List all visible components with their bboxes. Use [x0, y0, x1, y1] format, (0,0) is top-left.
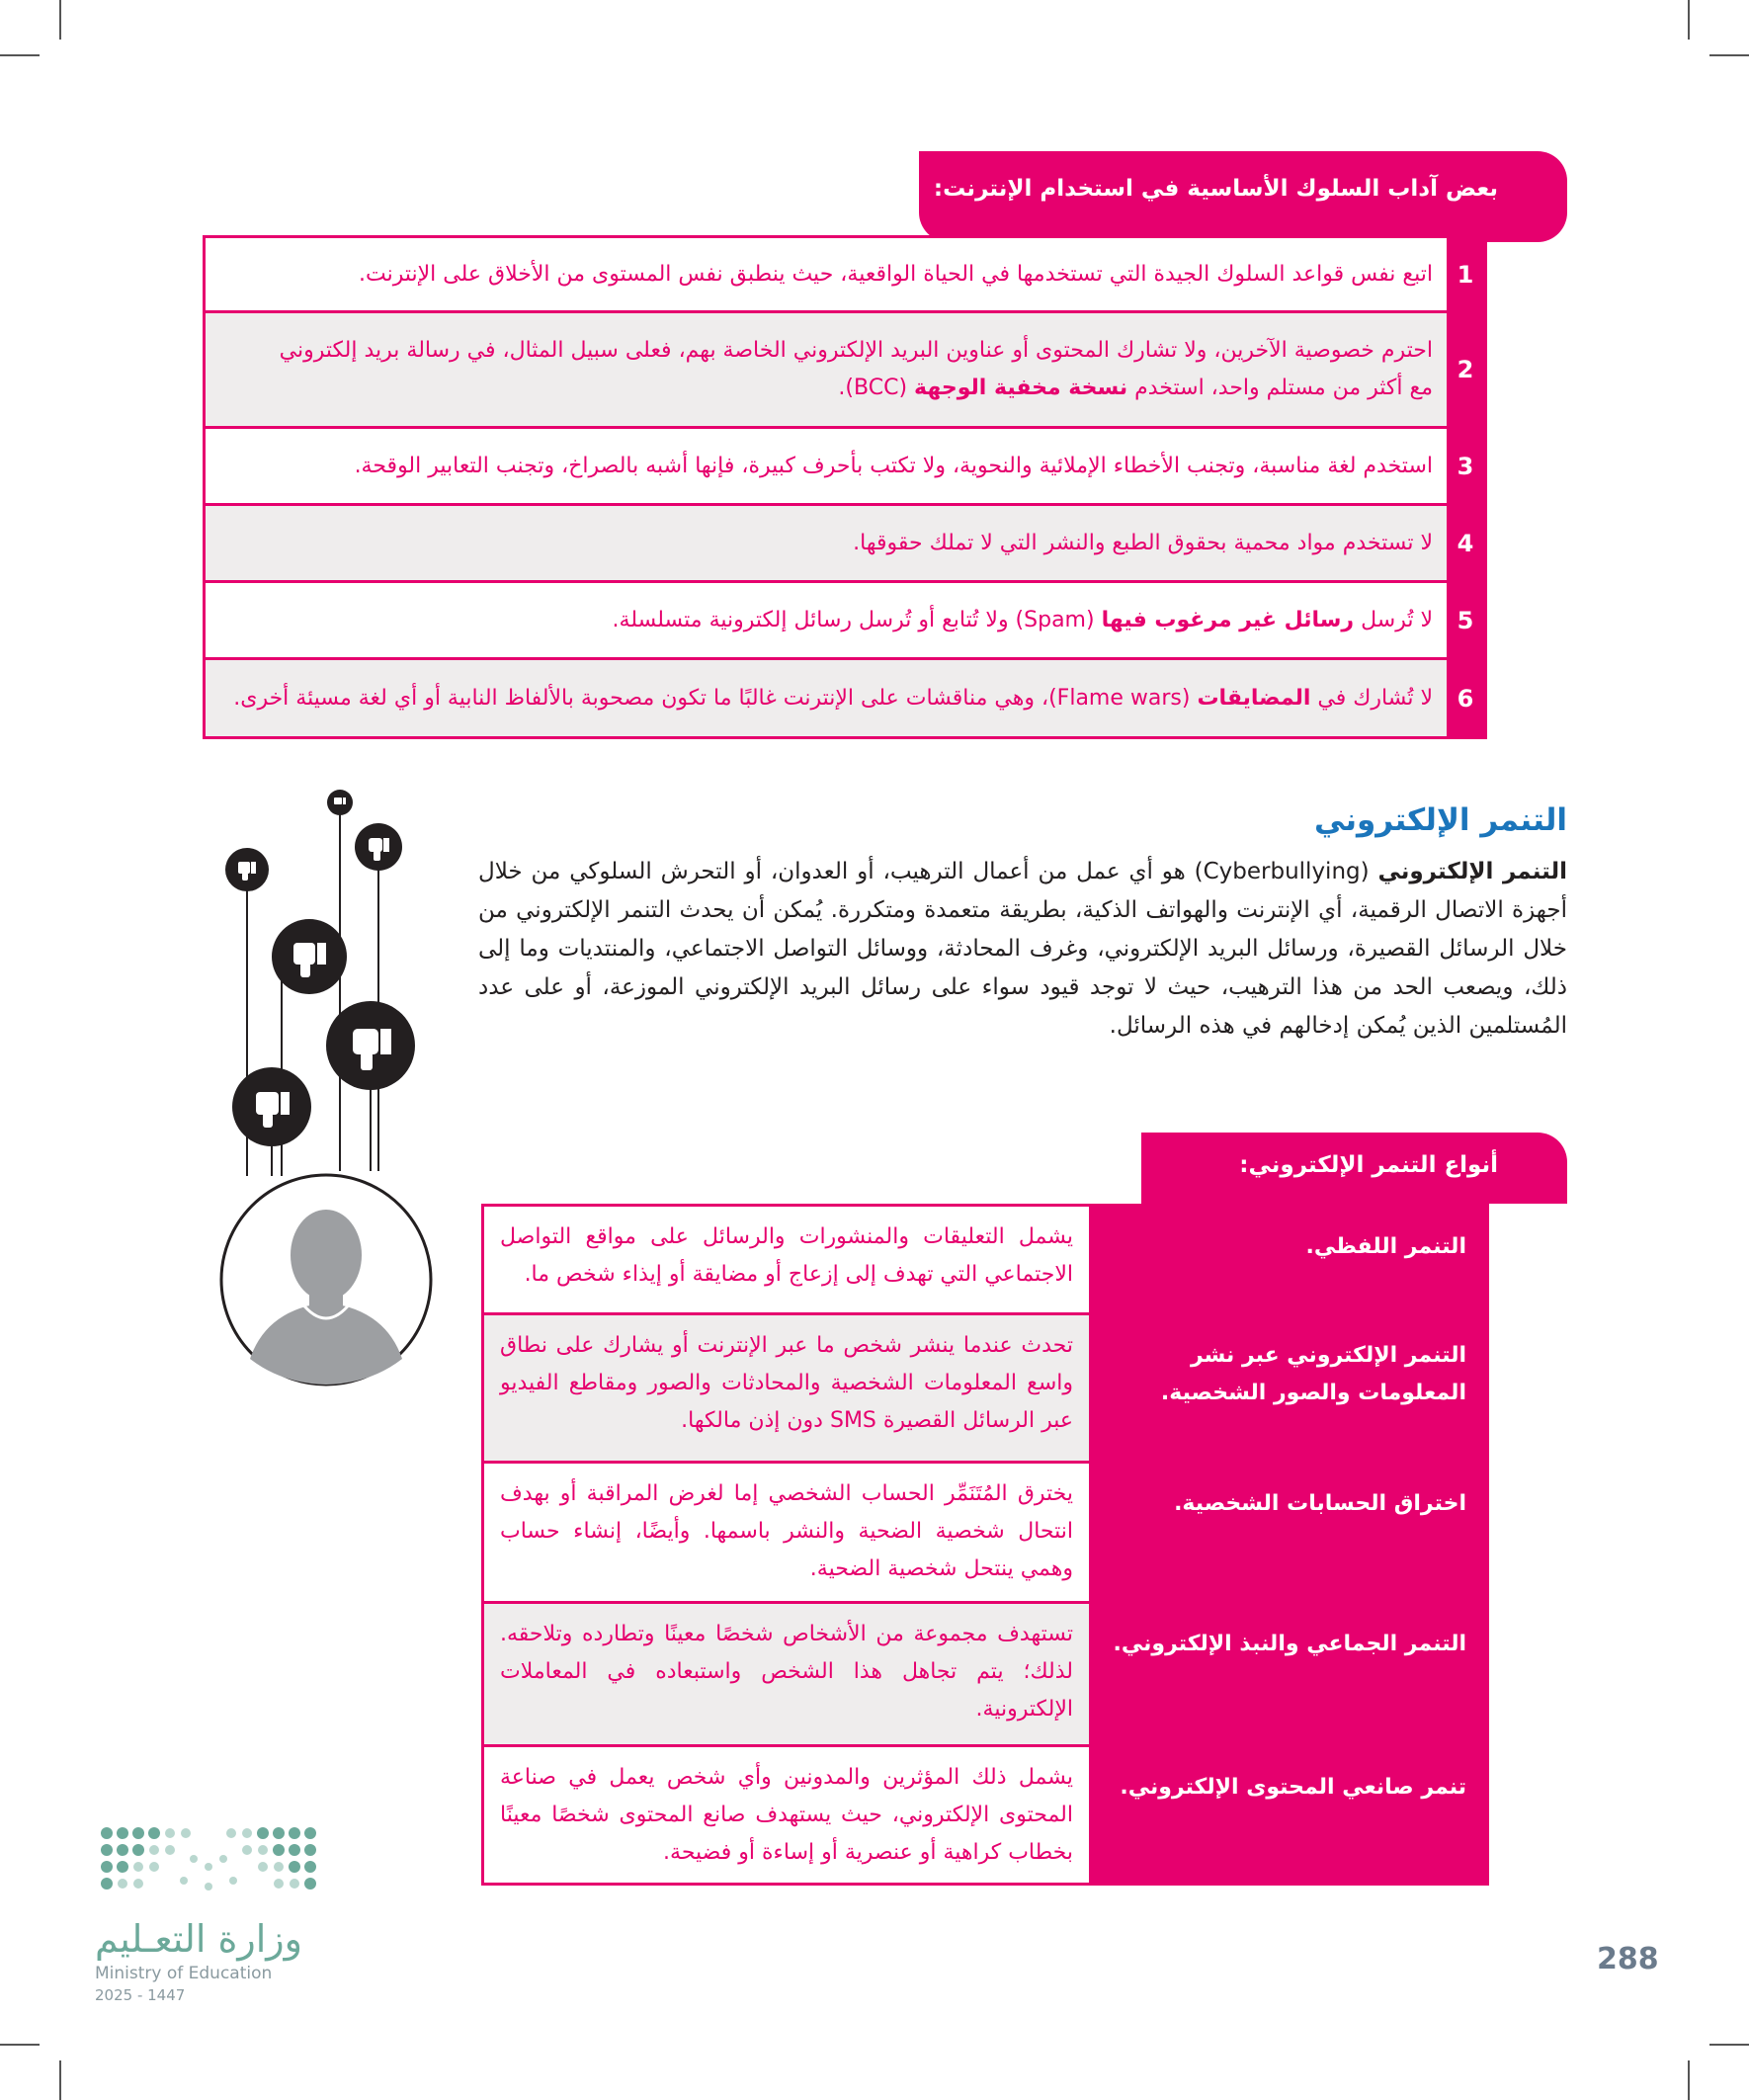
- row-number: 3: [1447, 429, 1484, 503]
- types-header: [1141, 1133, 1567, 1204]
- type-name: اختراق الحسابات الشخصية.: [1089, 1464, 1486, 1601]
- type-row: [484, 1207, 1486, 1315]
- crop-mark: [1688, 2060, 1690, 2100]
- section-title: التنمر الإلكتروني: [1313, 802, 1567, 838]
- type-name: تنمر صانعي المحتوى الإلكتروني.: [1089, 1747, 1486, 1883]
- row-text-bold: نسخة مخفية الوجهة: [914, 376, 1128, 400]
- crop-mark: [0, 2044, 40, 2046]
- row-text: [217, 506, 1433, 580]
- row-text: [217, 313, 1433, 426]
- type-row: [484, 1464, 1486, 1604]
- etiquette-header: [919, 151, 1567, 242]
- row-text: [217, 238, 1433, 310]
- row-text-part: مع أكثر من مستلم واحد، استخدم: [1127, 376, 1433, 400]
- row-number: 6: [1447, 660, 1484, 736]
- etiquette-row: [206, 583, 1484, 660]
- etiquette-row: [206, 660, 1484, 736]
- type-description: يشمل ذلك المؤثرين والمدونين وأي شخص يعمل في صناعة المحتوى الإلكتروني، حيث يستهدف صانع المحتوى شخصًا معينًا بخطاب كراهية أو عنصرية أو إساءة أو فضيحة.: [500, 1765, 1073, 1865]
- etiquette-row: [206, 429, 1484, 506]
- type-description: يخترق المُتَنَمِّر الحساب الشخصي إما لغرض المراقبة أو بهدف انتحال شخصية الضحية والنشر باسمها. وأيضًا، إنشاء حساب وهمي ينتحل شخصية الضحية.: [500, 1481, 1073, 1581]
- type-description: يشمل التعليقات والمنشورات والرسائل على مواقع التواصل الاجتماعي التي تهدف إلى إزعاج أو مضايقة أو إيذاء شخص ما.: [500, 1224, 1073, 1287]
- page-number: 288: [1597, 1942, 1659, 1976]
- crop-mark: [59, 2060, 61, 2100]
- ministry-name-arabic: وزارة التعـليم: [95, 1917, 303, 1961]
- cyberbullying-paragraph: [478, 853, 1567, 1046]
- type-row: [484, 1747, 1486, 1883]
- crop-mark: [1688, 0, 1690, 40]
- row-text-line2: [217, 370, 1433, 407]
- row-text-part: (BCC).: [838, 376, 915, 400]
- crop-mark: [59, 0, 61, 40]
- paragraph-text: (Cyberbullying) هو أي عمل من أعمال الترهيب، أو العدوان، أو التحرش السلوكي من خلال أجهزة الاتصال الرقمية، أي الإنترنت والهواتف الذكية، بطريقة متعمدة ومتكررة. يُمكن أن يحدث التنمر الإلكتروني من خلال الرسائل القصيرة، ورسائل البريد الإلكتروني، وغرف المحادثة، ووسائل التواصل الاجتماعي، والمنتديات وما إلى ذلك، ويصعب الحد من هذا الترهيب، حيث لا توجد قيود سواء على رسائل البريد الإلكتروني الموزعة، أو على عدد المُستلمين الذين يُمكن إدخالهم في هذه الرسائل.: [478, 859, 1567, 1039]
- etiquette-table: [203, 235, 1487, 739]
- row-text-content: [217, 680, 1433, 717]
- etiquette-title: بعض آداب السلوك الأساسية في استخدام الإنترنت:: [933, 176, 1498, 202]
- ministry-name-english: Ministry of Education: [95, 1964, 273, 1983]
- etiquette-row: [206, 506, 1484, 583]
- type-name: التنمر الإلكتروني عبر نشر المعلومات والصور الشخصية.: [1089, 1315, 1486, 1461]
- type-name: التنمر الجماعي والنبذ الإلكتروني.: [1089, 1604, 1486, 1744]
- row-text: [217, 429, 1433, 503]
- row-number: 2: [1447, 313, 1484, 426]
- row-text-line1: احترم خصوصية الآخرين، ولا تشارك المحتوى أو عناوين البريد الإلكتروني الخاصة بهم، فعلى سبيل المثال، في رسالة بريد إلكتروني: [279, 338, 1433, 363]
- paragraph-bold: التنمر الإلكتروني: [1377, 859, 1568, 884]
- type-row: [484, 1315, 1486, 1464]
- types-table: [481, 1204, 1489, 1886]
- row-text-bold: رسائل غير مرغوب فيها: [1101, 607, 1355, 632]
- etiquette-row: [206, 313, 1484, 429]
- row-text: [217, 660, 1433, 736]
- etiquette-row: [206, 238, 1484, 313]
- row-text-content: [217, 602, 1433, 639]
- row-number: 1: [1447, 238, 1484, 310]
- row-text-bold: المضايقات: [1197, 685, 1311, 711]
- types-title: أنواع التنمر الإلكتروني:: [1239, 1152, 1498, 1178]
- ministry-year: 2025 - 1447: [95, 1986, 186, 2004]
- type-name: التنمر اللفظي.: [1089, 1207, 1486, 1312]
- row-text-part: (Spam) ولا تُتابع أو تُرسل رسائل إلكترونية متسلسلة.: [612, 607, 1102, 632]
- row-text-content: لا تستخدم مواد محمية بحقوق الطبع والنشر التي لا تملك حقوقها.: [853, 530, 1433, 555]
- type-description: تحدث عندما ينشر شخص ما عبر الإنترنت أو يشارك على نطاق واسع المعلومات الشخصية والمحادثات والصور ومقاطع الفيديو عبر الرسائل القصيرة SMS دون إذن مالكها.: [484, 1315, 1089, 1461]
- type-row: [484, 1604, 1486, 1747]
- crop-mark: [1709, 54, 1749, 56]
- row-text-part: (Flame wars)، وهي مناقشات على الإنترنت غالبًا ما تكون مصحوبة بالألفاظ النابية أو أي لغة مسيئة أخرى.: [233, 685, 1198, 711]
- row-text-part: لا تُرسل: [1354, 607, 1433, 632]
- cyberbullying-illustration: [193, 781, 459, 1393]
- row-number: 5: [1447, 583, 1484, 657]
- crop-mark: [0, 54, 40, 56]
- row-text-content: استخدم لغة مناسبة، وتجنب الأخطاء الإملائية والنحوية، ولا تكتب بأحرف كبيرة، فإنها أشبه بالصراخ، وتجنب التعابير الوقحة.: [354, 453, 1433, 478]
- row-text: [217, 583, 1433, 657]
- row-number: 4: [1447, 506, 1484, 580]
- crop-mark: [1709, 2044, 1749, 2046]
- row-text-part: لا تُشارك في: [1310, 685, 1433, 711]
- type-description: تستهدف مجموعة من الأشخاص شخصًا معينًا وتطارده وتلاحقه. لذلك؛ يتم تجاهل هذا الشخص واستبعاده في المعاملات الإلكترونية.: [484, 1604, 1089, 1744]
- row-text-content: اتبع نفس قواعد السلوك الجيدة التي تستخدمها في الحياة الواقعية، حيث ينطبق نفس المستوى من الأخلاق على الإنترنت.: [359, 261, 1433, 287]
